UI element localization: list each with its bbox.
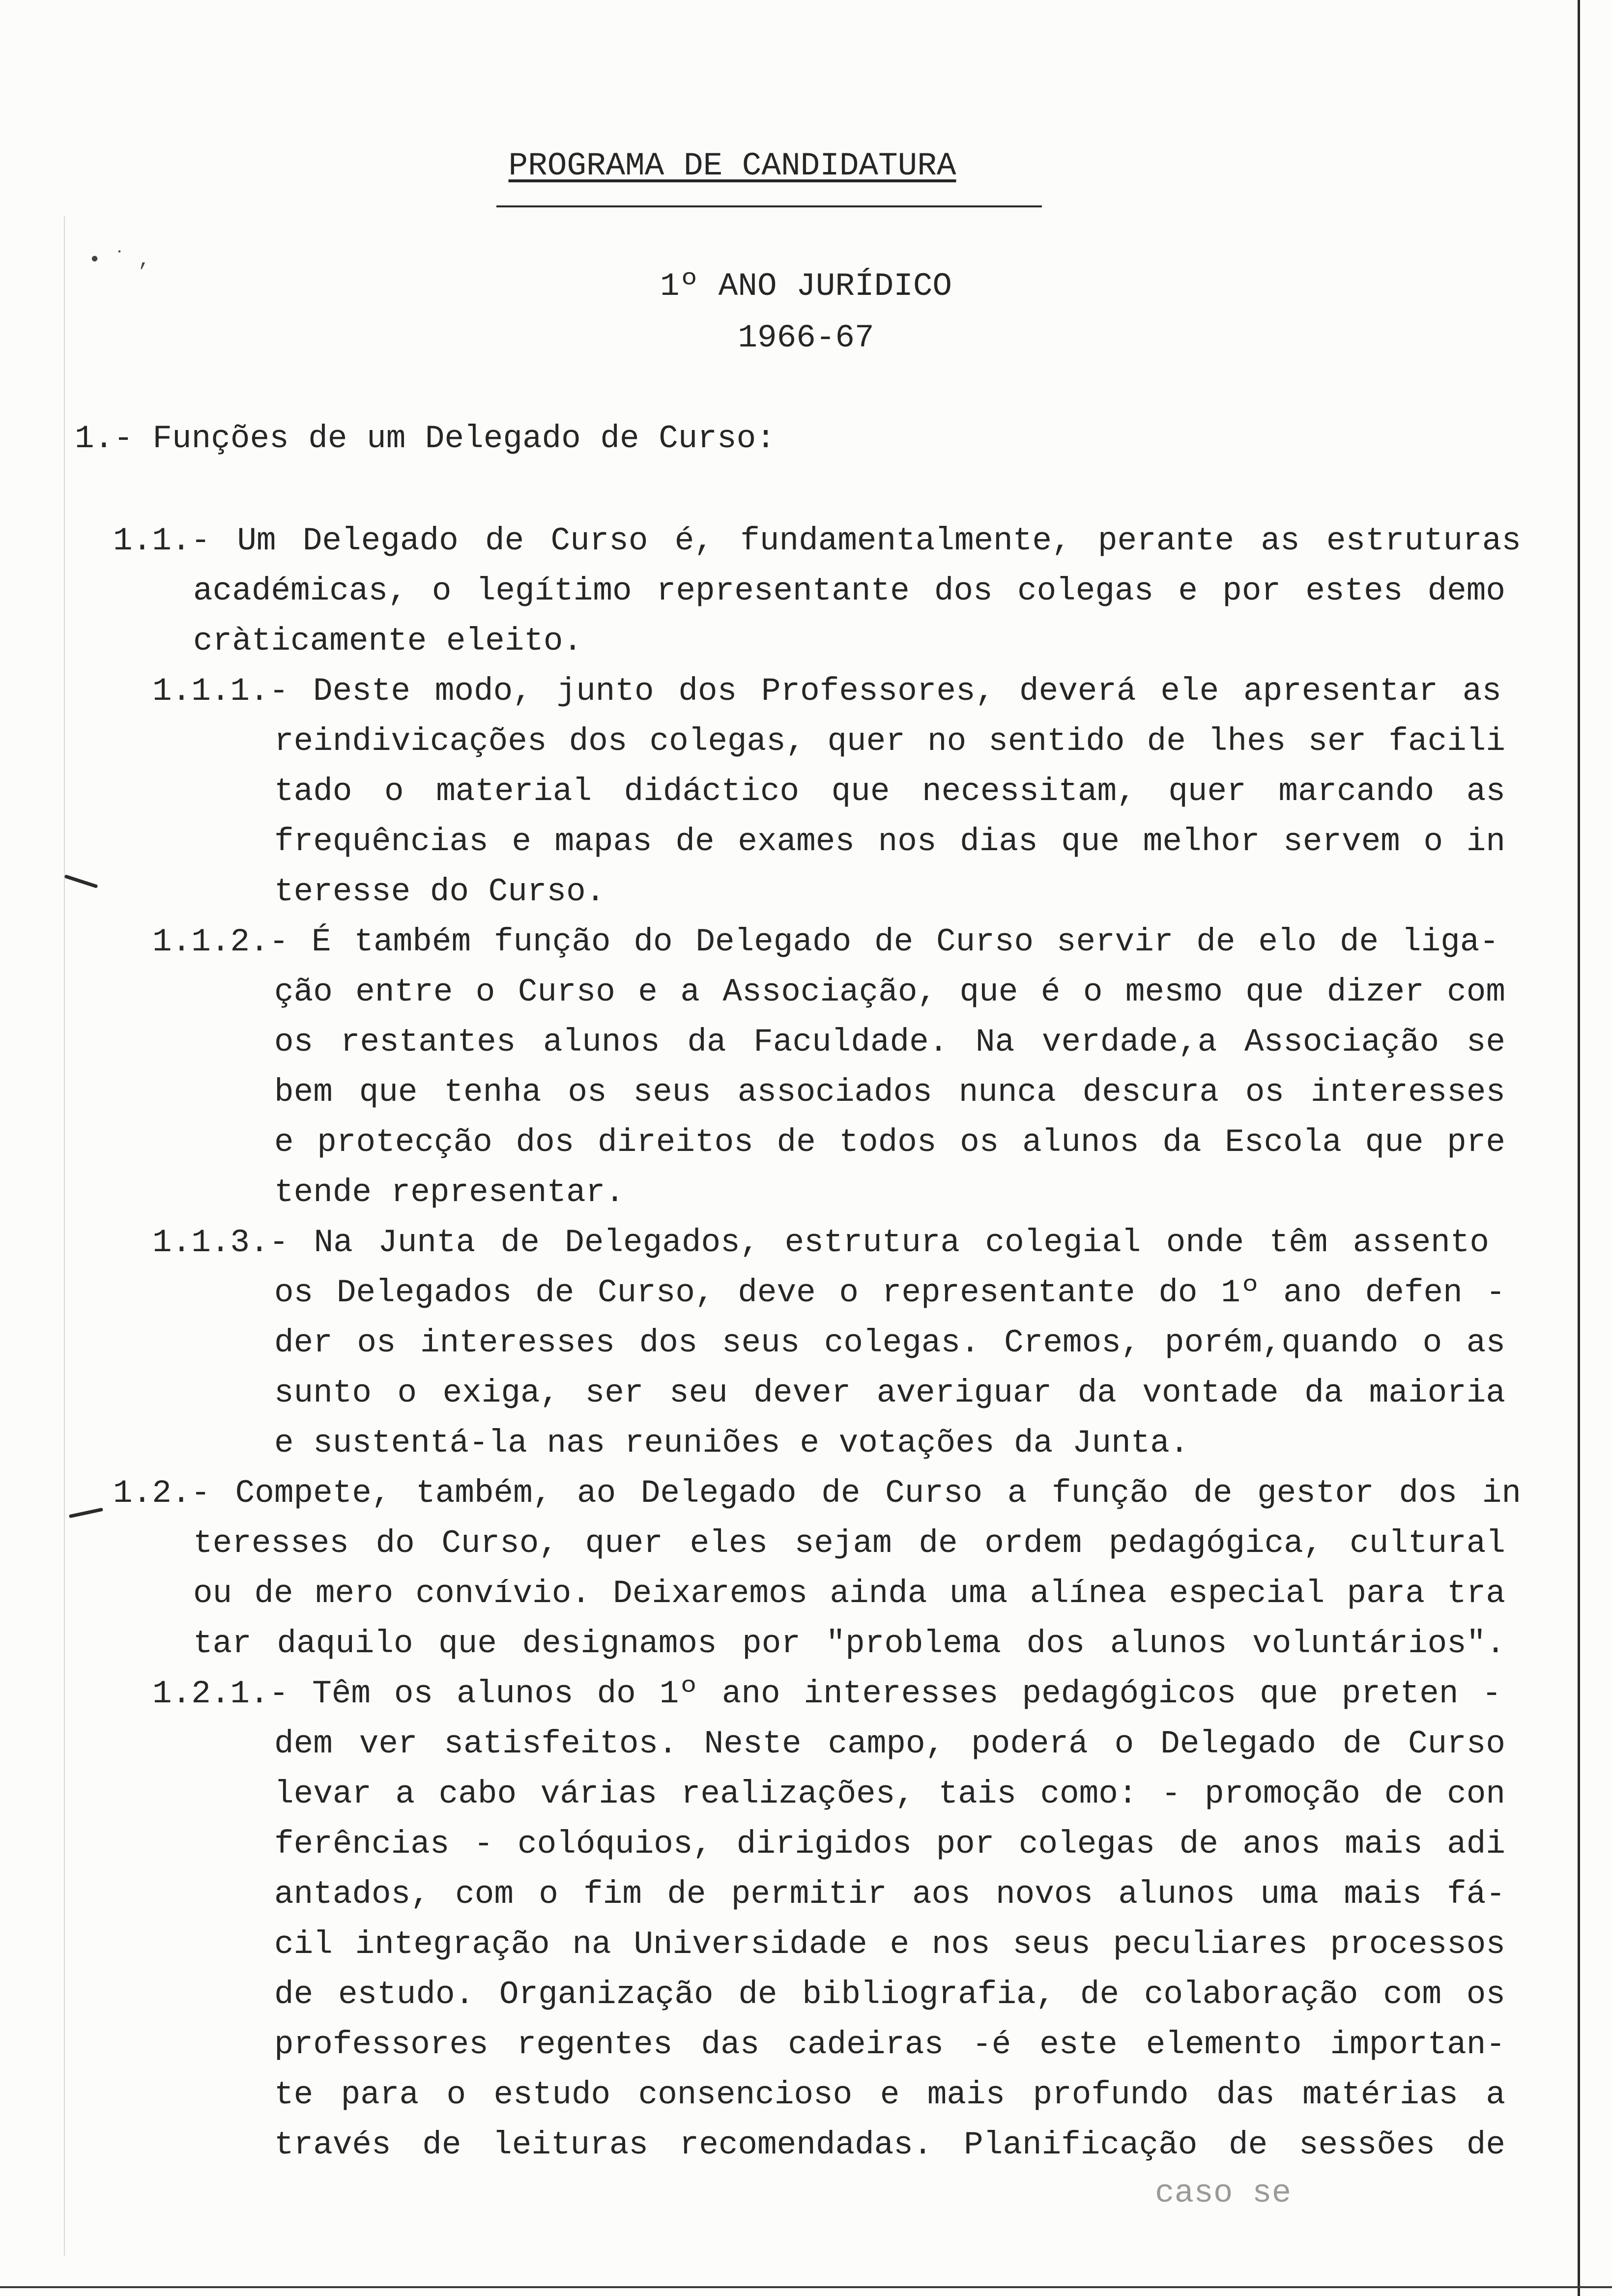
text-line: ou de mero convívio. Deixaremos ainda uma alínea especial para tra bbox=[193, 1575, 1505, 1612]
text-line: 1.2.1.- Têm os alunos do 1º ano interesses pedagógicos que preten - bbox=[152, 1675, 1501, 1712]
stray-marks: • ˙ , bbox=[88, 248, 151, 272]
text-line: de estudo. Organização de bibliografia, de colaboração com os bbox=[274, 1976, 1505, 2013]
margin-mark bbox=[64, 874, 98, 888]
text-line: der os interesses dos seus colegas. Cremos, porém,quando o as bbox=[274, 1324, 1505, 1361]
text-line: teresses do Curso, quer eles sejam de ordem pedagógica, cultural bbox=[193, 1525, 1505, 1562]
text-line: sunto o exiga, ser seu dever averiguar da vontade da maioria bbox=[274, 1375, 1505, 1411]
text-line: te para o estudo consencioso e mais profundo das matérias a bbox=[274, 2076, 1505, 2113]
text-line: bem que tenha os seus associados nunca descura os interesses bbox=[274, 1074, 1505, 1111]
text-line: 1.2.- Compete, também, ao Delegado de Curso a função de gestor dos in bbox=[113, 1475, 1521, 1512]
text-line: os Delegados de Curso, deve o representante do 1º ano defen - bbox=[274, 1274, 1505, 1311]
text-line: 1.1.1.- Deste modo, junto dos Professores, deverá ele apresentar as bbox=[152, 673, 1501, 710]
text-line: tende representar. bbox=[274, 1174, 625, 1211]
text-line: e sustentá-la nas reuniões e votações da Junta. bbox=[274, 1425, 1189, 1462]
text-line: professores regentes das cadeiras -é este elemento importan- bbox=[274, 2026, 1505, 2063]
page-bottom-edge bbox=[0, 2286, 1612, 2288]
document-year: 1966-67 bbox=[738, 319, 874, 356]
title-underline bbox=[496, 205, 1042, 207]
text-line: reindivicações dos colegas, quer no sentido de lhes ser facili bbox=[274, 723, 1505, 760]
margin-mark bbox=[69, 1508, 103, 1518]
section-heading: 1.- Funções de um Delegado de Curso: bbox=[75, 420, 776, 457]
text-line: 1.1.- Um Delegado de Curso é, fundamentalmente, perante as estruturas bbox=[113, 522, 1521, 559]
page-left-fold bbox=[64, 216, 65, 2256]
text-line: ção entre o Curso e a Associação, que é o mesmo que dizer com bbox=[274, 974, 1505, 1010]
faded-text-line: caso se bbox=[1155, 2175, 1292, 2211]
text-line: tado o material didáctico que necessitam, quer marcando as bbox=[274, 773, 1505, 810]
text-line: teresse do Curso. bbox=[274, 873, 605, 910]
text-line: tar daquilo que designamos por "problema dos alunos voluntários". bbox=[193, 1625, 1505, 1662]
text-line: cil integração na Universidade e nos seus peculiares processos bbox=[274, 1926, 1505, 1963]
text-line: os restantes alunos da Faculdade. Na verdade,a Associação se bbox=[274, 1024, 1505, 1061]
text-line: través de leituras recomendadas. Planificação de sessões de bbox=[274, 2126, 1505, 2163]
document-title: PROGRAMA DE CANDIDATURA bbox=[508, 147, 956, 184]
text-line: e protecção dos direitos de todos os alunos da Escola que pre bbox=[274, 1124, 1505, 1161]
text-line: ferências - colóquios, dirigidos por colegas de anos mais adi bbox=[274, 1826, 1505, 1863]
text-line: cràticamente eleito. bbox=[193, 623, 583, 660]
text-line: frequências e mapas de exames nos dias que melhor servem o in bbox=[274, 823, 1505, 860]
document-subtitle: 1º ANO JURÍDICO bbox=[660, 268, 952, 305]
text-line: levar a cabo várias realizações, tais como: - promoção de con bbox=[274, 1776, 1505, 1812]
text-line: 1.1.2.- É também função do Delegado de Curso servir de elo de liga- bbox=[152, 923, 1499, 960]
text-line: antados, com o fim de permitir aos novos alunos uma mais fá- bbox=[274, 1876, 1505, 1913]
text-line: dem ver satisfeitos. Neste campo, poderá o Delegado de Curso bbox=[274, 1725, 1505, 1762]
text-line: 1.1.3.- Na Junta de Delegados, estrutura colegial onde têm assento bbox=[152, 1224, 1489, 1261]
text-line: académicas, o legítimo representante dos colegas e por estes demo bbox=[193, 573, 1505, 609]
